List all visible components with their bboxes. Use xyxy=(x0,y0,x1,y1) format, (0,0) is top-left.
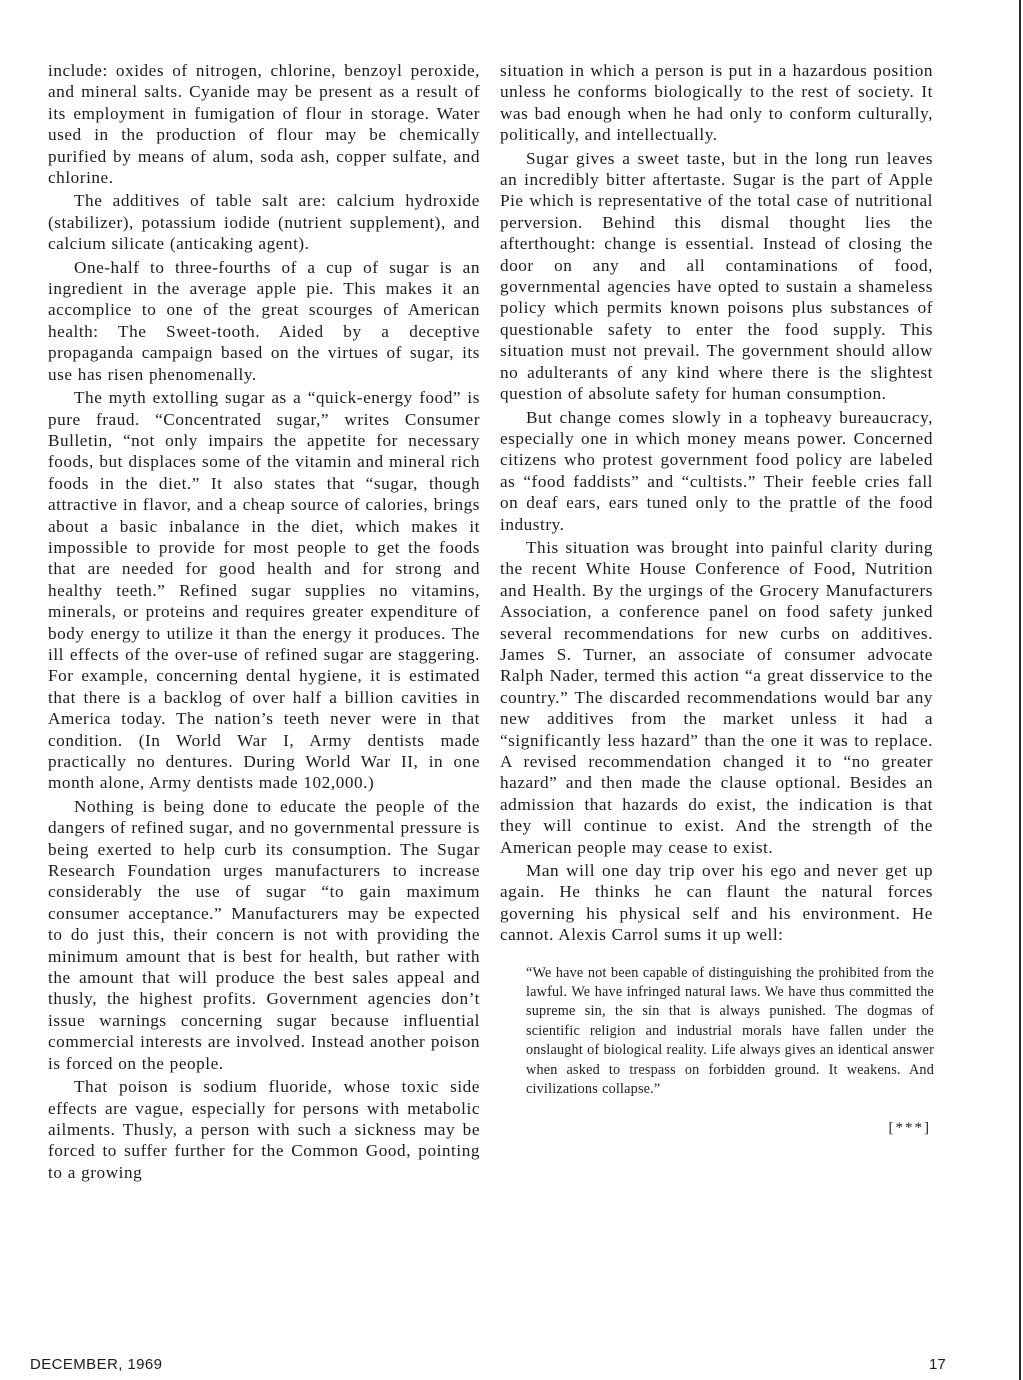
paragraph-table-salt: The additives of table salt are: calcium hydroxide (stabilizer), potassium iodide (nutrient supplement), and calcium silicate (anticaking agent). xyxy=(48,191,480,254)
left-column xyxy=(48,60,480,1185)
footer-issue-date: DECEMBER, 1969 xyxy=(30,1356,163,1373)
paragraph-topheavy-bureaucracy: But change comes slowly in a topheavy bureaucracy, especially one in which money means power. Concerned citizens who protest government food policy are labeled as “food faddists” and “cultists.” Their feeble cries fall on deaf ears, ears tuned only to the prattle of the food industry. xyxy=(500,407,933,534)
paragraph-apple-pie-sugar: One-half to three-fourths of a cup of sugar is an ingredient in the average apple pie. This makes it an accomplice to one of the great scourges of American health: The Sweet-tooth. Aided by a deceptive propaganda campaign based on the virtues of sugar, its use has risen phenomenally. xyxy=(48,257,480,384)
paragraph-bitter-aftertaste: Sugar gives a sweet taste, but in the long run leaves an incredibly bitter aftertaste. Sugar is the part of Apple Pie which is representative of the total case of nutritional perversion. Behind this dismal thought lies the afterthought: change is essential. Instead of closing the door on any and all contaminations of food, governmental agencies have opted to sustain a shameless policy which permits known poisons plus substances of questionable safety to enter the food supply. This situation must not prevail. The government should allow no adulterants of any kind where there is the slightest question of absolute safety for human consumption. xyxy=(500,148,933,404)
paragraph-white-house-conference: This situation was brought into painful clarity during the recent White House Conference of Food, Nutrition and Health. By the urgings of the Grocery Manufacturers Association, a conference panel on food safety junked several recommendations for new curbs on additives. James S. Turner, an associate of consumer advocate Ralph Nader, termed this action “a great disservice to the country.” The discarded recommendations would bar any new additives from the market unless it had a “significantly less hazard” than the one it was to replace. A revised recommendation changed it to “no greater hazard” and then made the clause optional. Besides an admission that hazards do exist, the indication is that they will continue to exist. And the strength of the American people may cease to exist. xyxy=(500,537,933,857)
paragraph-hazardous-position: situation in which a person is put in a hazardous position unless he conforms biologically to the rest of society. It was bad enough when he had only to conform culturally, politically, and intellectually. xyxy=(500,61,933,145)
paragraph-sodium-fluoride: That poison is sodium fluoride, whose toxic side effects are vague, especially for persons with metabolic ailments. Thusly, a person with such a sickness may be forced to suffer further for the Common Good, pointing to a growing xyxy=(48,1077,480,1182)
paragraph-flour-additives: include: oxides of nitrogen, chlorine, benzoyl peroxide, and mineral salts. Cyanide may be present as a result of its employment in fumigation of flour in storage. Water used in the production of flour may be chemically purified by means of alum, soda ash, copper sulfate, and chlorine. xyxy=(48,61,480,188)
paragraph-man-ego: Man will one day trip over his ego and never get up again. He thinks he can flaunt the natural forces governing his physical self and his environment. He cannot. Alexis Carrol sums it up well: xyxy=(500,861,933,945)
carrel-quote: “We have not been capable of distinguishing the prohibited from the lawful. We have infringed natural laws. We have thus committed the supreme sin, the sin that is always punished. The dogmas of scientific religion and industrial morals have fallen under the onslaught of biological reality. Life always gives an identical answer when asked to trespass on forbidden ground. It weakens. And civilizations collapse.” xyxy=(526,964,934,1098)
paragraph-sugar-education: Nothing is being done to educate the people of the dangers of refined sugar, and no governmental pressure is being exerted to help curb its consumption. The Sugar Research Foundation urges manufacturers to increase considerably the use of sugar “to gain maximum consumer acceptance.” Manufacturers may be expected to do just this, their concern is not with providing the minimum amount that is best for health, but rather with the amount that will produce the best sales appeal and thusly, the highest profits. Government agencies don’t issue warnings concerning sugar because influential commercial interests are involved. Instead another poison is forced on the people. xyxy=(48,796,480,1073)
right-column xyxy=(500,60,933,1139)
page-edge-line xyxy=(1019,0,1021,1380)
footer-page-number: 17 xyxy=(929,1356,946,1373)
end-of-article-mark: [***] xyxy=(888,1119,931,1136)
paragraph-quick-energy-myth: The myth extolling sugar as a “quick-energy food” is pure fraud. “Concentrated sugar,” writes Consumer Bulletin, “not only impairs the appetite for necessary foods, but displaces some of the vitamin and mineral rich foods in the diet.” It also states that “sugar, though attractive in flavor, and a cheap source of calories, brings about a basic inbalance in the diet, which makes it impossible to provide for most people to get the foods that are needed for good health and for strong and healthy teeth.” Refined sugar supplies no vitamins, minerals, or proteins and requires greater expenditure of body energy to utilize it than the energy it produces. The ill effects of the over-use of refined sugar are staggering. For example, concerning dental hygiene, it is estimated that there is a backlog of over half a billion cavities in America today. The nation’s teeth never were in that condition. (In World War I, Army dentists made practically no dentures. During World War II, in one month alone, Army dentists made 102,000.) xyxy=(48,388,480,793)
